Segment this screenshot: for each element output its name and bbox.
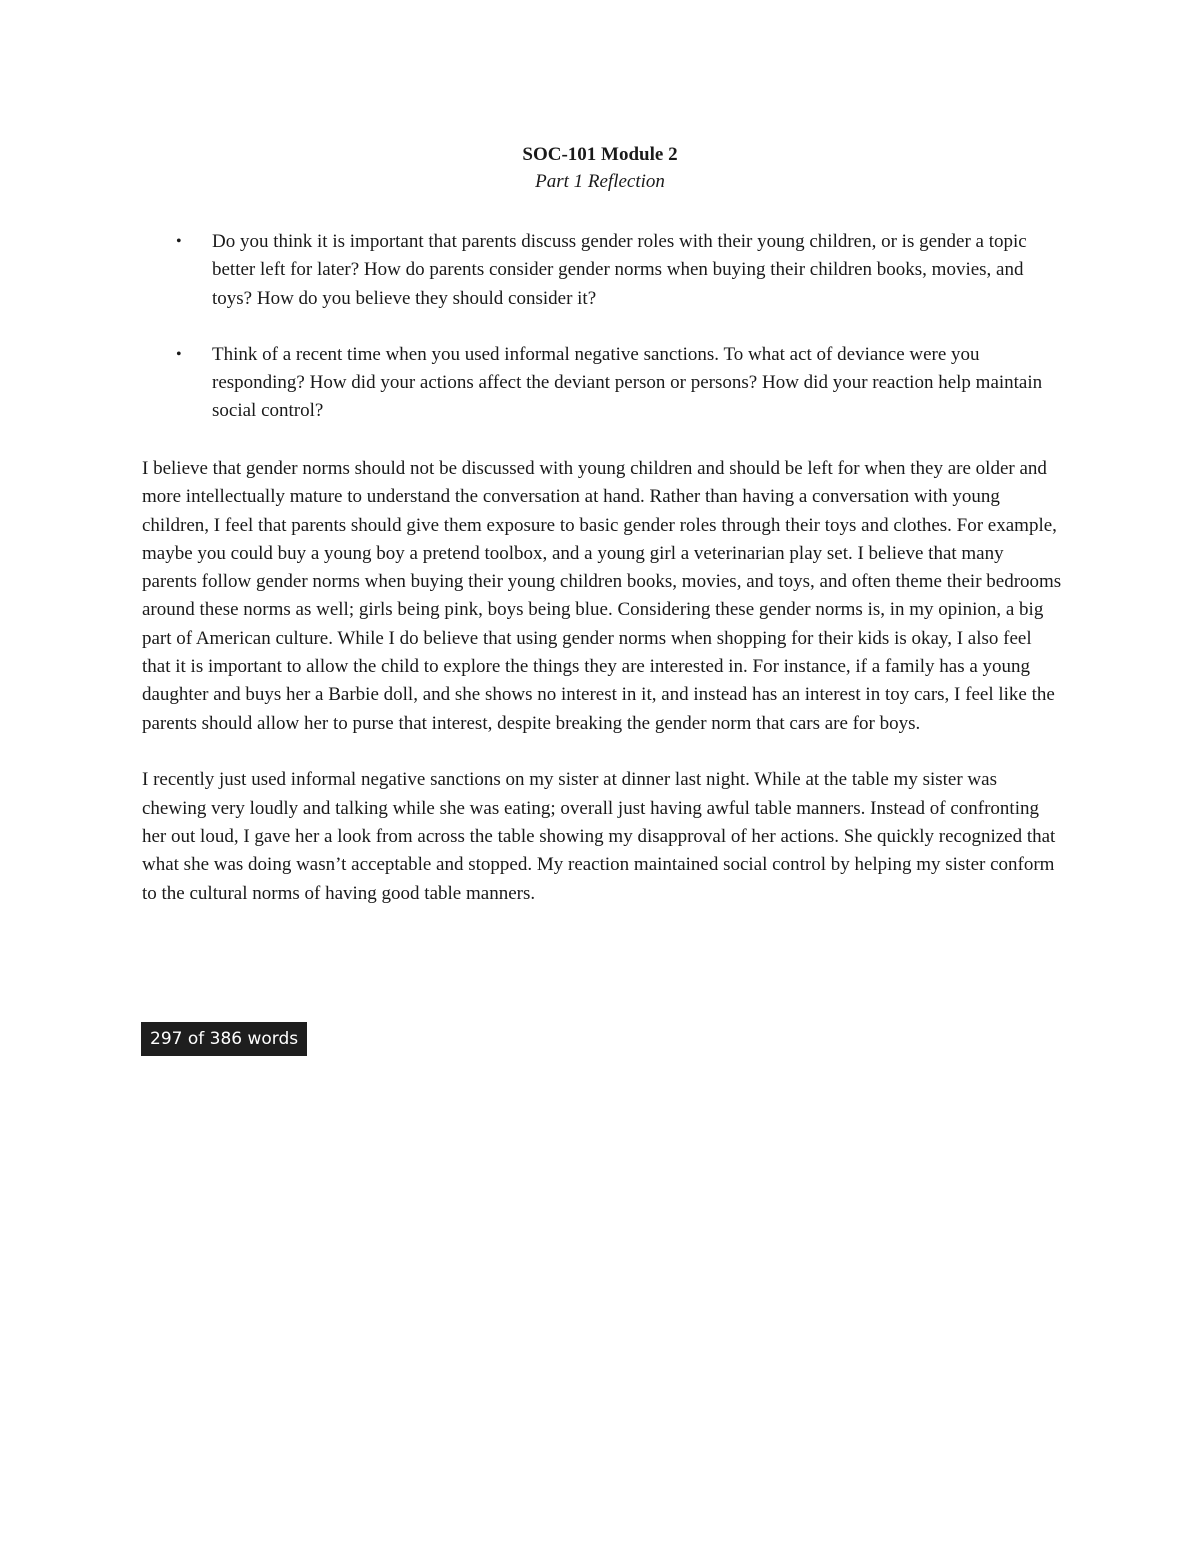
document-title: SOC-101 Module 2 (522, 144, 678, 165)
prompt-text: Think of a recent time when you used informal negative sanctions. To what act of deviance were you responding? How did your actions affect the deviant person or persons? How did your reaction help maintain social control? (212, 343, 1043, 422)
bullet-icon: • (176, 233, 182, 250)
answer-section (142, 455, 1062, 936)
bullet-icon: • (176, 345, 182, 363)
prompt-item (176, 228, 1056, 313)
prompt-list (176, 228, 1056, 454)
answer-paragraph: I believe that gender norms should not be discussed with young children and should be left for when they are older and more intellectually mature to understand the conversation at hand. Rather than having a conversation with young children, I feel that parents should give them exposure to basic gender roles through their toys and clothes. For example, maybe you could buy a young boy a pretend toolbox, and a young girl a veterinarian play set. I believe that many parents follow gender norms when buying their young children books, movies, and toys, and often theme their bedrooms around these norms as well; girls being pink, boys being blue. Considering these gender norms is, in my opinion, a big part of American culture. While I do believe that using gender norms when shopping for their kids is okay, I also feel that it is important to allow the child to explore the things they are interested in. For instance, if a family has a young daughter and buys her a Barbie doll, and she shows no interest in it, and instead has an interest in toy cars, I feel like the parents should allow her to purse that interest, despite breaking the gender norm that cars are for boys. (142, 458, 1062, 734)
prompt-text: Do you think it is important that parents discuss gender roles with their young children, or is gender a topic better left for later? How do parents consider gender norms when buying their children books, movies, and toys? How do you believe they should consider it? (212, 231, 1027, 309)
document-subtitle: Part 1 Reflection (535, 171, 665, 192)
answer-paragraph: I recently just used informal negative sanctions on my sister at dinner last night. While at the table my sister was chewing very loudly and talking while she was eating; overall just having awful table manners. Instead of confronting her out loud, I gave her a look from across the table showing my disapproval of her actions. She quickly recognized that what she was doing wasn’t acceptable and stopped. My reaction maintained social control by helping my sister conform to the cultural norms of having good table manners. (142, 769, 1056, 904)
prompt-item (176, 341, 1056, 426)
word-count-badge: 297 of 386 words (141, 1022, 307, 1056)
title-block (0, 142, 1200, 196)
